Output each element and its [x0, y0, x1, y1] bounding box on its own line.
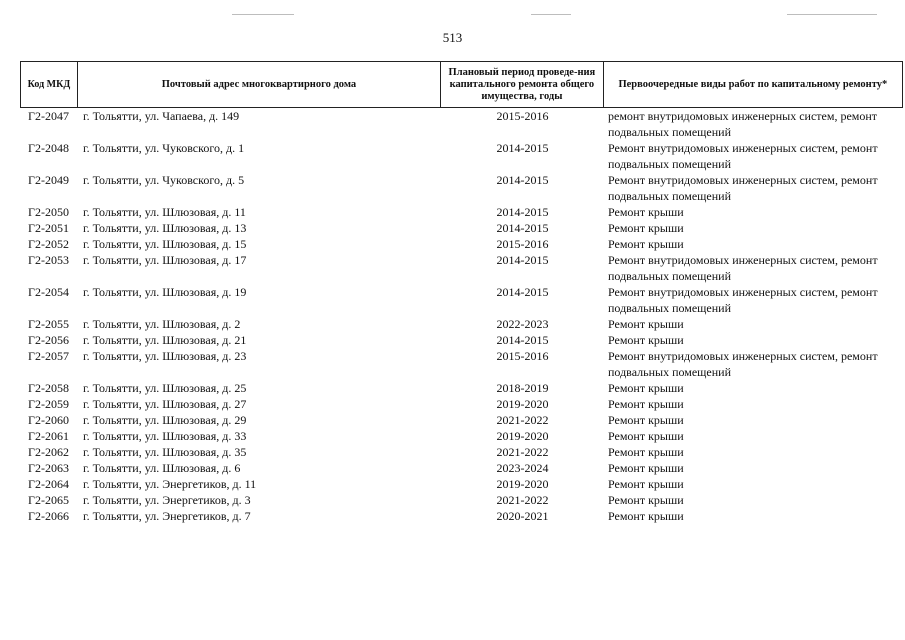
table-row	[20, 348, 903, 380]
header-code: Код МКД	[21, 62, 78, 107]
period-cell: 2020-2021	[496, 509, 549, 523]
scan-artifact	[531, 14, 571, 15]
address-cell: г. Тольятти, ул. Чуковского, д. 5	[83, 173, 245, 187]
period-cell: 2014-2015	[496, 285, 549, 299]
mkd-code-cell: Г2-2061	[28, 429, 69, 443]
table-row	[20, 252, 903, 284]
period-cell: 2019-2020	[496, 477, 549, 491]
period-cell: 2018-2019	[496, 381, 549, 395]
works-cell: Ремонт крыши	[608, 461, 684, 475]
address-cell: г. Тольятти, ул. Чуковского, д. 1	[83, 141, 245, 155]
mkd-code-cell: Г2-2062	[28, 445, 69, 459]
mkd-code-cell: Г2-2048	[28, 141, 69, 155]
table-row	[20, 412, 903, 428]
works-cell: Ремонт крыши	[608, 477, 684, 491]
address-cell: г. Тольятти, ул. Шлюзовая, д. 15	[83, 237, 247, 251]
address-cell: г. Тольятти, ул. Шлюзовая, д. 21	[83, 333, 247, 347]
mkd-code-cell: Г2-2064	[28, 477, 69, 491]
table-row	[20, 284, 903, 316]
table-row	[20, 444, 903, 460]
works-cell: Ремонт крыши	[608, 333, 684, 347]
address-cell: г. Тольятти, ул. Шлюзовая, д. 17	[83, 253, 247, 267]
table-row	[20, 140, 903, 172]
address-cell: г. Тольятти, ул. Шлюзовая, д. 33	[83, 429, 247, 443]
works-cell: Ремонт внутридомовых инженерных систем, ремонт подвальных помещений	[608, 141, 878, 171]
mkd-code-cell: Г2-2066	[28, 509, 69, 523]
table-row	[20, 428, 903, 444]
period-cell: 2014-2015	[496, 333, 549, 347]
table-row	[20, 204, 903, 220]
works-cell: Ремонт крыши	[608, 317, 684, 331]
period-cell: 2021-2022	[496, 413, 549, 427]
works-cell: Ремонт внутридомовых инженерных систем, ремонт подвальных помещений	[608, 285, 878, 315]
table-row	[20, 508, 903, 524]
period-cell: 2022-2023	[496, 317, 549, 331]
address-cell: г. Тольятти, ул. Шлюзовая, д. 27	[83, 397, 247, 411]
mkd-code-cell: Г2-2065	[28, 493, 69, 507]
header-works: Первоочередные виды работ по капитальному ремонту*	[618, 78, 888, 90]
works-cell: Ремонт внутридомовых инженерных систем, ремонт подвальных помещений	[608, 173, 878, 203]
works-cell: Ремонт крыши	[608, 221, 684, 235]
scan-artifact	[787, 14, 877, 15]
address-cell: г. Тольятти, ул. Энергетиков, д. 11	[83, 477, 257, 491]
mkd-code-cell: Г2-2060	[28, 413, 69, 427]
address-cell: г. Тольятти, ул. Шлюзовая, д. 29	[83, 413, 247, 427]
address-cell: г. Тольятти, ул. Шлюзовая, д. 11	[83, 205, 246, 219]
works-cell: Ремонт крыши	[608, 205, 684, 219]
period-cell: 2021-2022	[496, 493, 549, 507]
table-row	[20, 316, 903, 332]
table-body	[20, 108, 903, 524]
works-cell: Ремонт крыши	[608, 493, 684, 507]
table-row	[20, 396, 903, 412]
mkd-code-cell: Г2-2057	[28, 349, 69, 363]
mkd-code-cell: Г2-2058	[28, 381, 69, 395]
period-cell: 2015-2016	[496, 349, 549, 363]
period-cell: 2014-2015	[496, 173, 549, 187]
period-cell: 2014-2015	[496, 253, 549, 267]
table-row	[20, 460, 903, 476]
works-cell: Ремонт крыши	[608, 509, 684, 523]
table-row	[20, 332, 903, 348]
period-cell: 2014-2015	[496, 205, 549, 219]
period-cell: 2014-2015	[496, 141, 549, 155]
works-cell: Ремонт внутридомовых инженерных систем, ремонт подвальных помещений	[608, 253, 878, 283]
mkd-code-cell: Г2-2054	[28, 285, 69, 299]
table-header	[20, 61, 903, 108]
address-cell: г. Тольятти, ул. Энергетиков, д. 3	[83, 493, 251, 507]
mkd-code-cell: Г2-2059	[28, 397, 69, 411]
address-cell: г. Тольятти, ул. Энергетиков, д. 7	[83, 509, 251, 523]
works-cell: Ремонт крыши	[608, 413, 684, 427]
period-cell: 2019-2020	[496, 397, 549, 411]
address-cell: г. Тольятти, ул. Шлюзовая, д. 23	[83, 349, 247, 363]
works-cell: Ремонт крыши	[608, 445, 684, 459]
mkd-code-cell: Г2-2052	[28, 237, 69, 251]
table-row	[20, 492, 903, 508]
address-cell: г. Тольятти, ул. Шлюзовая, д. 25	[83, 381, 247, 395]
table-row	[20, 380, 903, 396]
period-cell: 2021-2022	[496, 445, 549, 459]
address-cell: г. Тольятти, ул. Чапаева, д. 149	[83, 109, 240, 123]
period-cell: 2014-2015	[496, 221, 549, 235]
page-number: 513	[442, 30, 463, 45]
works-cell: Ремонт крыши	[608, 397, 684, 411]
table-row	[20, 476, 903, 492]
works-cell: Ремонт внутридомовых инженерных систем, ремонт подвальных помещений	[608, 349, 878, 379]
period-cell: 2019-2020	[496, 429, 549, 443]
address-cell: г. Тольятти, ул. Шлюзовая, д. 6	[83, 461, 241, 475]
address-cell: г. Тольятти, ул. Шлюзовая, д. 35	[83, 445, 247, 459]
works-cell: Ремонт крыши	[608, 237, 684, 251]
mkd-code-cell: Г2-2056	[28, 333, 69, 347]
mkd-code-cell: Г2-2049	[28, 173, 69, 187]
scan-artifact	[232, 14, 294, 15]
mkd-code-cell: Г2-2050	[28, 205, 69, 219]
table-row	[20, 108, 903, 140]
mkd-code-cell: Г2-2051	[28, 221, 69, 235]
works-cell: Ремонт крыши	[608, 429, 684, 443]
works-cell: Ремонт крыши	[608, 381, 684, 395]
mkd-code-cell: Г2-2047	[28, 109, 69, 123]
mkd-code-cell: Г2-2055	[28, 317, 69, 331]
table-row	[20, 172, 903, 204]
mkd-code-cell: Г2-2053	[28, 253, 69, 267]
address-cell: г. Тольятти, ул. Шлюзовая, д. 2	[83, 317, 241, 331]
period-cell: 2023-2024	[496, 461, 549, 475]
table-row	[20, 236, 903, 252]
period-cell: 2015-2016	[496, 237, 549, 251]
header-address: Почтовый адрес многоквартирного дома	[78, 62, 441, 107]
works-cell: ремонт внутридомовых инженерных систем, ремонт подвальных помещений	[608, 109, 878, 139]
header-period: Плановый период проведе-ния капитального ремонта общего имущества, годы	[441, 62, 604, 107]
mkd-code-cell: Г2-2063	[28, 461, 69, 475]
address-cell: г. Тольятти, ул. Шлюзовая, д. 13	[83, 221, 247, 235]
address-cell: г. Тольятти, ул. Шлюзовая, д. 19	[83, 285, 247, 299]
period-cell: 2015-2016	[496, 109, 549, 123]
table-row	[20, 220, 903, 236]
